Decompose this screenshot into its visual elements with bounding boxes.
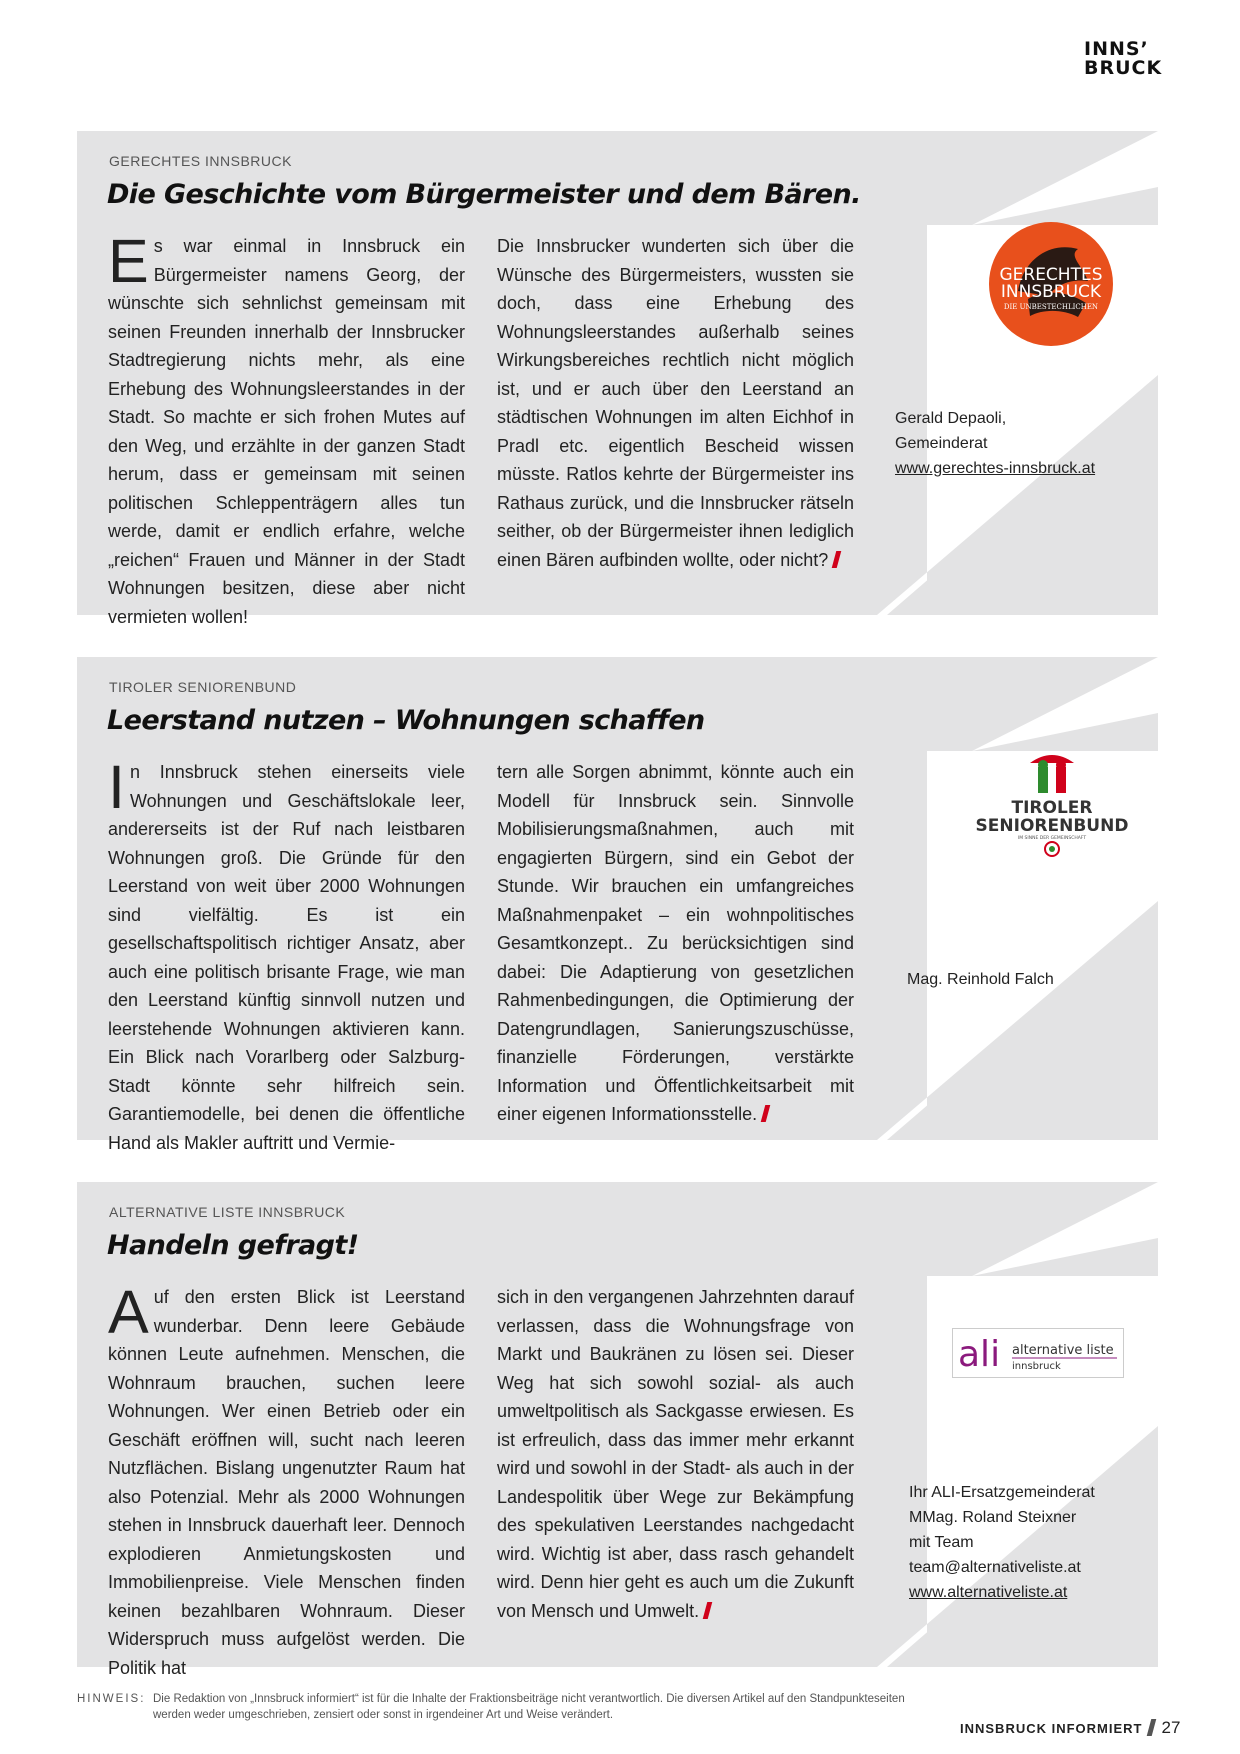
article-column-1 (108, 227, 465, 631)
column-text: sich in den vergangenen Jahrzehnten darauf verlassen, dass die Wohnungsfrage von Markt und Baukränen zu lösen sei. Dieser Weg hat sich sowohl sozial- als auch umweltpolitisch als Sackgasse erwiesen. Es ist erfreulich, dass das immer mehr erkannt wird und sowohl in der Stadt- als auch in der Landespolitik über Wege zur Bekämpfung des spekulativen Leerstandes nachgedacht wird. Wichtig ist aber, dass rasch gehandelt wird. Denn hier geht es auch um die Zukunft von Mensch und Umwelt. (497, 1287, 854, 1621)
column-text: uf den ersten Blick ist Leerstand wunderbar. Denn leere Gebäude können Leute aufnehmen. Menschen, die Wohnraum brauchen, suchen leere Wohnungen. Wer einen Betrieb oder ein Geschäft eröffnen will, sucht nach leeren Nutzflächen. Bislang ungenutzter Raum hat also Potenzial. Mehr als 2000 Wohnungen stehen in Innsbruck dauerhaft leer. Dennoch explodieren Anmietungskosten und Immobilienpreise. Viele Menschen finden keinen bezahlbaren Wohnraum. Dieser Widerspruch muss aufgelöst werden. Die Politik hat (108, 1287, 465, 1678)
article-kicker: ALTERNATIVE LISTE INNSBRUCK (109, 1204, 346, 1220)
logo-text-1: ali (958, 1334, 1001, 1375)
drop-cap: I (108, 753, 125, 821)
article-headline: Handeln gefragt! (107, 1230, 359, 1261)
article-author (909, 1480, 1095, 1605)
logo-text-1: GERECHTES (999, 265, 1103, 285)
brand-logo (1084, 40, 1162, 78)
end-mark-icon (832, 551, 842, 568)
column-text: s war einmal in Innsbruck ein Bürgermeister namens Georg, der wünschte sich sehnlichst gemeinsam mit seinen Freunden innerhalb der Innsbrucker Stadtregierung nichts mehr, als eine Erhebung des Wohnungsleerstandes in der Stadt. So machte er sich frohen Mutes auf den Weg, und erzählte in der ganzen Stadt herum, dass er gemeinsam mit seinen politischen Schleppenträgern alles tun werde, damit er endlich erfahre, welche „reichen“ Frauen und Männer in der Stadt Wohnungen besitzen, diese aber nicht vermieten wollen! (108, 236, 465, 627)
separator-icon (1146, 1719, 1156, 1736)
article-headline: Die Geschichte vom Bürgermeister und dem Bären. (107, 179, 861, 210)
author-name: Mag. Reinhold Falch (907, 971, 1054, 988)
article-column-2 (497, 232, 854, 574)
article-column-2 (497, 758, 854, 1129)
logo-text-1: TIROLER (1011, 798, 1093, 818)
drop-cap: E (108, 227, 149, 295)
gerechtes-innsbruck-logo (988, 221, 1114, 347)
logo-text-2: INNSBRUCK (1000, 282, 1102, 302)
article-author (895, 406, 1095, 481)
footer-disclaimer (77, 1691, 937, 1723)
brand-line-1: INNS’ (1084, 38, 1149, 60)
page-number: 27 (1161, 1718, 1181, 1737)
logo-text-2: SENIORENBUND (975, 816, 1129, 836)
brand-line-2: BRUCK (1084, 57, 1163, 79)
logo-text-3: innsbruck (1012, 1361, 1061, 1372)
author-name: MMag. Roland Steixner (909, 1509, 1077, 1526)
author-role: Gemeinderat (895, 435, 988, 452)
logo-text-3: DIE UNBESTECHLICHEN (1003, 303, 1099, 311)
drop-cap: A (108, 1278, 149, 1346)
author-intro: Ihr ALI-Ersatzgemeinderat (909, 1484, 1095, 1501)
disclaimer-text: Die Redaktion von „Innsbruck informiert“ ist für die Inhalte der Fraktionsbeiträge nicht verantwortlich. Die diversen Artikel auf den Standpunkteseiten werden weder umgeschrieben, zensiert oder sonst in irgendeiner Art und Weise verändert. (153, 1693, 905, 1721)
article-alternative-liste (77, 1182, 1158, 1678)
article-tiroler-seniorenbund (77, 657, 1158, 1153)
article-column-1 (108, 753, 465, 1157)
article-gerechtes-innsbruck (77, 131, 1158, 627)
article-author (907, 967, 1054, 992)
article-headline: Leerstand nutzen – Wohnungen schaffen (107, 705, 705, 736)
tiroler-seniorenbund-logo (972, 749, 1132, 869)
author-email[interactable]: team@alternativeliste.at (909, 1559, 1081, 1576)
author-name: Gerald Depaoli, (895, 410, 1007, 427)
author-website-link[interactable]: www.gerechtes-innsbruck.at (895, 460, 1096, 477)
article-kicker: GERECHTES INNSBRUCK (109, 153, 292, 169)
logo-text-3: IM SINNE DER GEMEINSCHAFT (1017, 836, 1087, 841)
article-kicker: TIROLER SENIORENBUND (109, 679, 297, 695)
column-text: n Innsbruck stehen einerseits viele Wohnungen und Geschäftslokale leer, andererseits ist der Ruf nach leistbaren Wohnungen groß. Die Gründe für den Leerstand von weit über 2000 Wohnungen sind vielfältig. Es ist ein gesellschaftspolitisch richtiger Ansatz, aber auch eine politisch brisante Frage, wie man den Leerstand künftig sinnvoll nutzen und leerstehende Wohnungen aktivieren kann. Ein Blick nach Vorarlberg oder Salzburg-Stadt könnte sehr hilfreich sein. Garantiemodelle, bei denen die öffentliche Hand als Makler auftritt und Vermie- (108, 762, 465, 1153)
logo-text-2: alternative liste (1012, 1343, 1114, 1358)
column-text: tern alle Sorgen abnimmt, könnte auch ein Modell für Innsbruck sein. Sinnvolle Mobilisierungsmaßnahmen, auch mit engagierten Bürgern, sind ein Gebot der Stunde. Wir brauchen ein umfangreiches Maßnahmenpaket – ein wohnpolitisches Gesamtkonzept.. Zu berücksichtigen sind dabei: Die Adaptierung von gesetzlichen Rahmenbedingungen, die Optimierung der Datengrundlagen, Sanierungszuschüsse, finanzielle Förderungen, verstärkte Information und Öffentlichkeitsarbeit mit einer eigenen Informationsstelle. (497, 762, 854, 1124)
disclaimer-label: HINWEIS: (77, 1693, 146, 1705)
column-text: Die Innsbrucker wunderten sich über die Wünsche des Bürgermeisters, wussten sie doch, dass eine Erhebung des Wohnungsleerstandes außerhalb seines Wirkungsbereiches rechtlich nicht möglich ist, und er auch über den Leerstand an städtischen Wohnungen im alten Eichhof in Pradl etc. eigentlich Bescheid wissen müsste. Ratlos kehrte der Bürgermeister ins Rathaus zurück, und die Innsbrucker rätseln seither, ob der Bürgermeister ihnen lediglich einen Bären aufbinden wollte, oder nicht? (497, 236, 854, 570)
author-team: mit Team (909, 1534, 974, 1551)
alternative-liste-logo (952, 1328, 1124, 1378)
article-column-2 (497, 1283, 854, 1625)
publication-name: INNSBRUCK INFORMIERT (960, 1721, 1143, 1736)
author-website-link[interactable]: www.alternativeliste.at (909, 1584, 1068, 1601)
end-mark-icon (703, 1602, 713, 1619)
article-column-1 (108, 1278, 465, 1682)
page-footer (960, 1718, 1180, 1738)
end-mark-icon (761, 1105, 771, 1122)
